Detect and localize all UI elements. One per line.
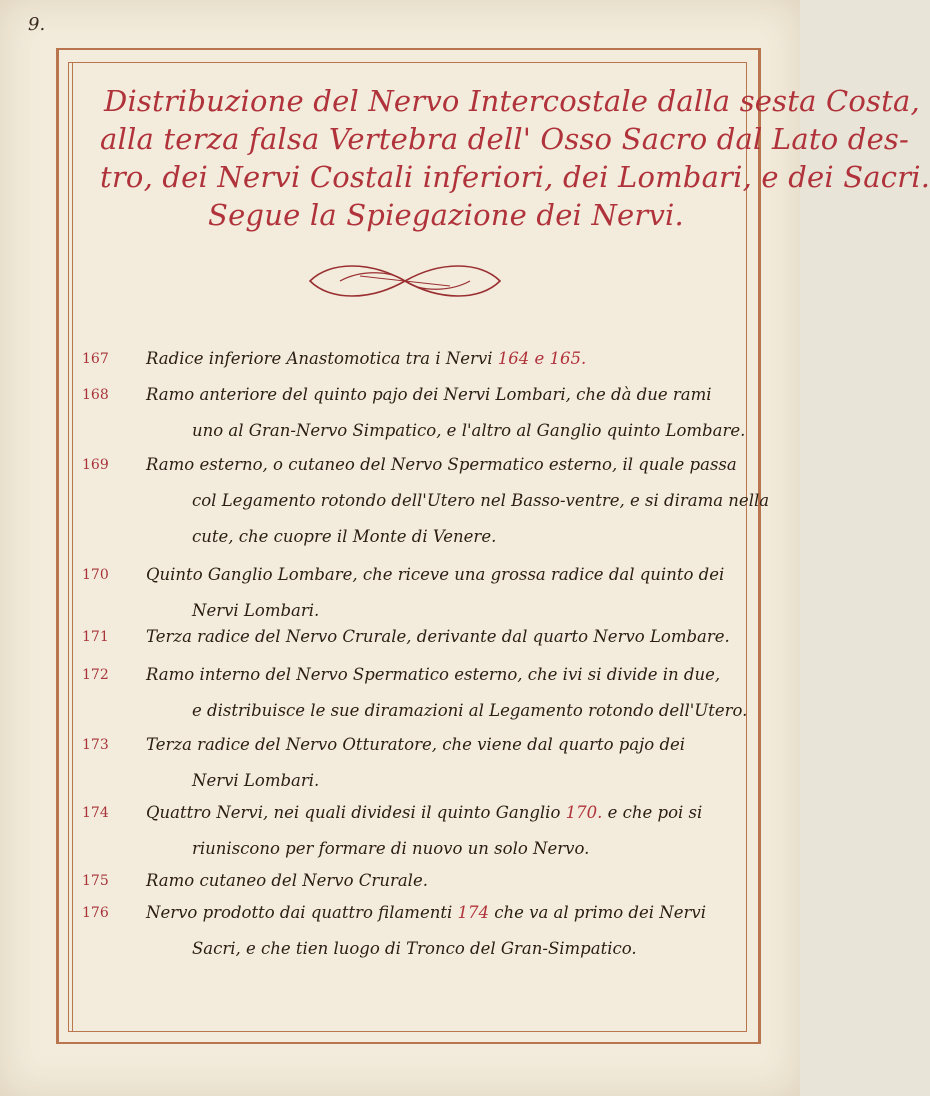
entry-text: Nervi Lombari. — [192, 771, 320, 790]
frame-rule-outer-bottom — [56, 1042, 761, 1044]
entry-number: 176 — [82, 905, 109, 921]
cross-reference-number: 170. — [565, 803, 603, 822]
title-line: alla terza falsa Vertebra dell' Osso Sacro dal Lato des- — [100, 122, 910, 156]
entry-text: Ramo interno del Nervo Spermatico esterno, che ivi si divide in due, — [146, 665, 721, 684]
entry-text-line — [146, 626, 730, 648]
entry-text: Quinto Ganglio Lombare, che riceve una grossa radice dal quinto dei — [146, 565, 725, 584]
entry-text: Radice inferiore Anastomotica tra i Nervi — [146, 349, 498, 368]
frame-rule-outer-left — [56, 48, 59, 1044]
frame-rule-outer-top — [56, 48, 761, 50]
entry-text-line — [146, 564, 724, 586]
entry-text-line — [192, 938, 637, 960]
entry-text: Ramo anteriore del quinto pajo dei Nervi Lombari, che dà due rami — [146, 385, 712, 404]
entry-text-line — [192, 420, 745, 442]
entry-number: 168 — [82, 387, 109, 403]
entry-number: 167 — [82, 351, 109, 367]
entry-text-line — [146, 734, 685, 756]
entry-text-line — [146, 348, 586, 370]
entry-number: 170 — [82, 567, 109, 583]
entry-text-line — [192, 600, 319, 622]
entry-text-line — [192, 838, 589, 860]
cross-reference-number: 174 — [457, 903, 489, 922]
entry-text-line — [192, 770, 319, 792]
entry-text: Ramo cutaneo del Nervo Crurale. — [146, 871, 428, 890]
title-line: tro, dei Nervi Costali inferiori, dei Lombari, e dei Sacri. — [100, 160, 930, 194]
entry-text-line — [146, 902, 706, 924]
entry-text-line — [146, 870, 428, 892]
frame-rule-inner-top — [68, 62, 747, 63]
entry-number: 171 — [82, 629, 109, 645]
title-line: Distribuzione del Nervo Intercostale dalla sesta Costa, — [104, 84, 920, 118]
entry-text: Sacri, e che tien luogo di Tronco del Gran-Simpatico. — [192, 939, 637, 958]
calligraphic-flourish — [300, 256, 510, 306]
page-number: 9. — [28, 14, 46, 35]
entry-number: 174 — [82, 805, 109, 821]
frame-rule-inner-left — [68, 62, 69, 1032]
entry-text: riuniscono per formare di nuovo un solo Nervo. — [192, 839, 590, 858]
entry-text-line — [146, 664, 720, 686]
entry-text: Quattro Nervi, nei quali dividesi il quinto Ganglio — [146, 803, 566, 822]
entry-number: 169 — [82, 457, 109, 473]
entry-text: Ramo esterno, o cutaneo del Nervo Spermatico esterno, il quale passa — [146, 455, 737, 474]
entry-text: Nervo prodotto dai quattro filamenti — [146, 903, 458, 922]
entry-text: che va al primo dei Nervi — [489, 903, 706, 922]
entry-text: uno al Gran-Nervo Simpatico, e l'altro al Ganglio quinto Lombare. — [192, 421, 746, 440]
entry-text-line — [146, 802, 702, 824]
frame-rule-margin-left — [72, 62, 73, 1032]
entry-text: cute, che cuopre il Monte di Venere. — [192, 527, 497, 546]
frame-rule-inner-bottom — [68, 1031, 747, 1032]
entry-text-line — [146, 454, 737, 476]
entry-text-line — [192, 526, 496, 548]
entry-text-line — [192, 490, 769, 512]
title-line: Segue la Spiegazione dei Nervi. — [208, 198, 684, 232]
entry-text-line — [192, 700, 747, 722]
entry-number: 173 — [82, 737, 109, 753]
entry-text: e che poi si — [602, 803, 703, 822]
entry-text: e distribuisce le sue diramazioni al Legamento rotondo dell'Utero. — [192, 701, 748, 720]
entry-text-line — [146, 384, 712, 406]
entry-number: 175 — [82, 873, 109, 889]
entry-text: Terza radice del Nervo Crurale, derivante dal quarto Nervo Lombare. — [146, 627, 730, 646]
entry-number: 172 — [82, 667, 109, 683]
entry-text: Terza radice del Nervo Otturatore, che viene dal quarto pajo dei — [146, 735, 686, 754]
entry-text: Nervi Lombari. — [192, 601, 320, 620]
page-title — [100, 82, 930, 234]
cross-reference-number: 164 e 165. — [497, 349, 587, 368]
entry-text: col Legamento rotondo dell'Utero nel Basso-ventre, e si dirama nella — [192, 491, 770, 510]
